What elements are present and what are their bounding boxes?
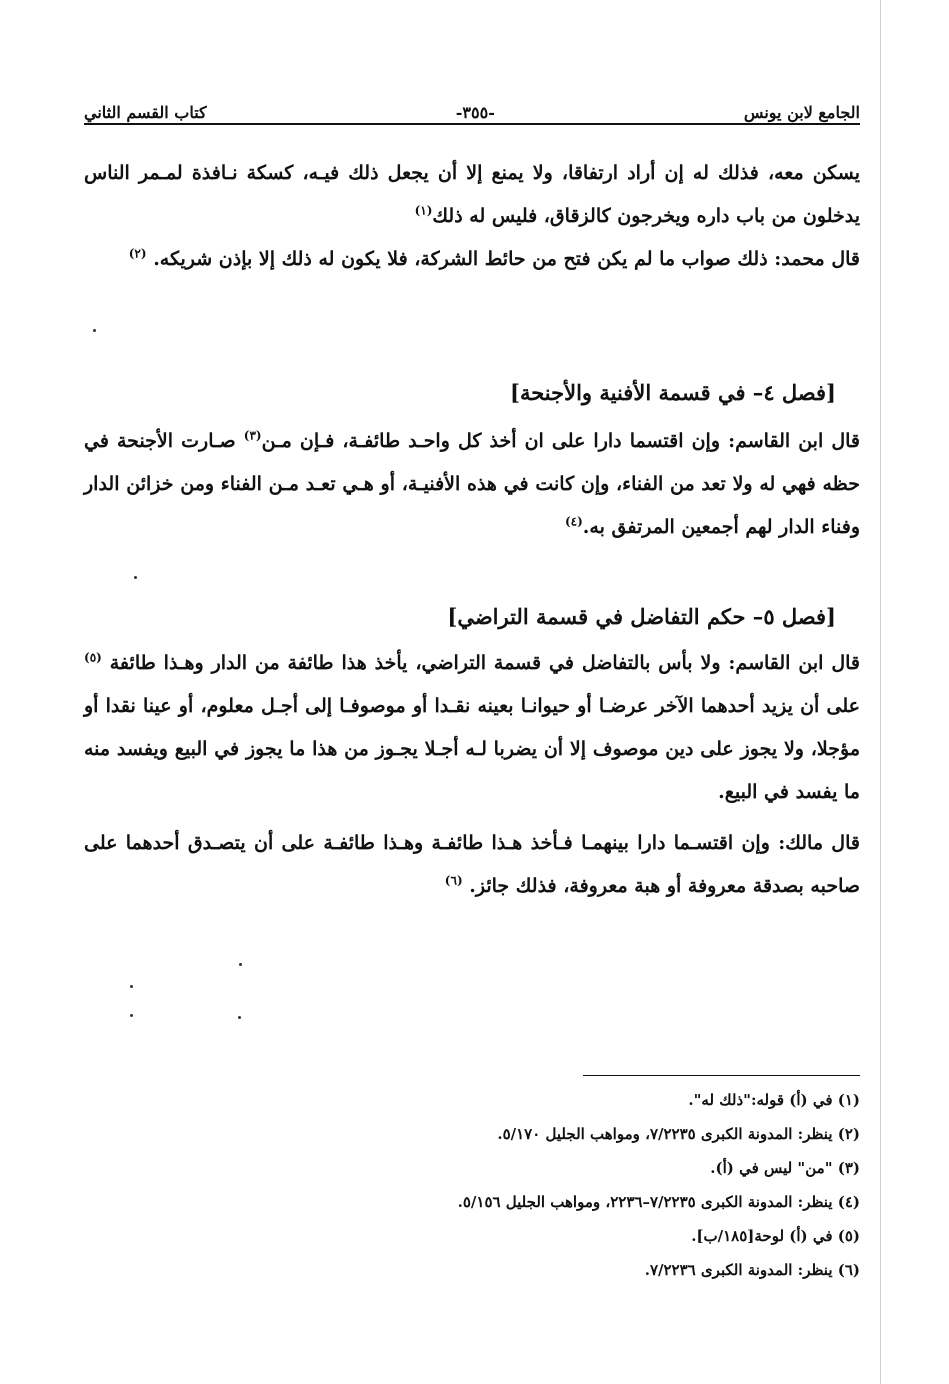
scan-speck bbox=[130, 985, 133, 988]
page-edge-line bbox=[880, 0, 881, 1384]
footnote-item: (٦) ينظر: المدونة الكبرى ٧/٢٢٣٦. bbox=[644, 1261, 860, 1279]
footnote-ref-5: (٥) bbox=[84, 650, 102, 665]
footnote-ref-4: (٤) bbox=[564, 514, 583, 529]
paragraph-3-text-a: قال ابن القاسم: وإن اقتسما دارا على ان أخذ كل واحـد طائفـة، فـإن مـن bbox=[261, 430, 861, 452]
footnote-ref-3: (٣) bbox=[243, 428, 262, 443]
paragraph-5-text: قال مالك: وإن اقتسـما دارا بينهمـا فـأخذ هـذا طائفـة وهـذا طائفـة على أن يتصـدق أحدهما على صاحبه بصدقة معروفة أو هبة معروفة، فذلك جائز. bbox=[84, 832, 860, 897]
scan-speck bbox=[93, 329, 96, 332]
paragraph-1 bbox=[84, 152, 860, 238]
paragraph-5 bbox=[84, 822, 860, 908]
footnote-item: (٤) ينظر: المدونة الكبرى ٧/٢٢٣٥–٢٢٣٦، ومواهب الجليل ٥/١٥٦. bbox=[457, 1193, 860, 1211]
scan-speck bbox=[238, 1016, 241, 1019]
paragraph-3 bbox=[84, 420, 860, 549]
header-section-title: كتاب القسم الثاني bbox=[84, 103, 207, 122]
footnote-separator bbox=[583, 1075, 860, 1076]
paragraph-4-text-a: قال ابن القاسم: ولا بأس بالتفاضل في قسمة التراضي، يأخذ هذا طائفة من الدار وهـذا طائفة bbox=[109, 652, 860, 674]
footnote-ref-6: (٦) bbox=[444, 873, 463, 888]
paragraph-4 bbox=[84, 642, 860, 814]
scan-speck bbox=[130, 1014, 133, 1017]
header-rule bbox=[84, 123, 860, 125]
page-number: -٣٥٥- bbox=[455, 103, 495, 122]
footnote-ref-1: (١) bbox=[414, 203, 433, 218]
paragraph-1-text: يسكن معه، فذلك له إن أراد ارتفاقا، ولا يمنع إلا أن يجعل ذلك فيـه، كسكة نـافذة لمـمر الناس يدخلون من باب داره ويخرجون كالزقاق، فليس له ذلك bbox=[84, 162, 860, 227]
paragraph-2-text: قال محمد: ذلك صواب ما لم يكن فتح من حائط الشركة، فلا يكون له ذلك إلا بإذن شريكه. bbox=[153, 248, 860, 270]
footnote-item: (٣) "من" ليس في (أ). bbox=[710, 1159, 860, 1177]
scan-speck bbox=[134, 576, 137, 579]
footnotes bbox=[84, 1083, 860, 1287]
section-heading-5: [فصل ٥– حكم التفاضل في قسمة التراضي] bbox=[447, 604, 836, 629]
footnote-item: (٢) ينظر: المدونة الكبرى ٧/٢٢٣٥، ومواهب الجليل ٥/١٧٠. bbox=[497, 1125, 860, 1143]
running-header bbox=[84, 88, 860, 122]
paragraph-4-text-b: على أن يزيد أحدهما الآخر عرضـا أو حيوانـا بعينه نقـدا أو موصوفـا إلى أجـل معلوم، أو عينا نقدا أو مؤجلا، ولا يجوز على دين موصوف إلا أن يضربا لـه أجـلا يجـوز من هذا ما يجوز في البيع ويفسد منه ما يفسد في البيع. bbox=[84, 695, 860, 803]
section-heading-4: [فصل ٤– في قسمة الأفنية والأجنحة] bbox=[510, 380, 836, 405]
scan-speck bbox=[239, 963, 242, 966]
paragraph-3-text-b: صـارت الأجنحة في حظه فهي له ولا تعد من الفناء، وإن كانت في هذه الأفنيـة، أو هـي تعـد مـن الفناء ومن خزائن الدار وفناء الدار لهم أجمعين المرتفق به. bbox=[84, 430, 860, 538]
paragraph-2 bbox=[84, 238, 860, 281]
footnote-ref-2: (٢) bbox=[128, 246, 147, 261]
footnote-item: (٥) في (أ) لوحة[١٨٥/ب]. bbox=[691, 1227, 860, 1245]
header-book-title: الجامع لابن يونس bbox=[743, 103, 860, 122]
footnote-item: (١) في (أ) قوله:"ذلك له". bbox=[688, 1091, 860, 1109]
